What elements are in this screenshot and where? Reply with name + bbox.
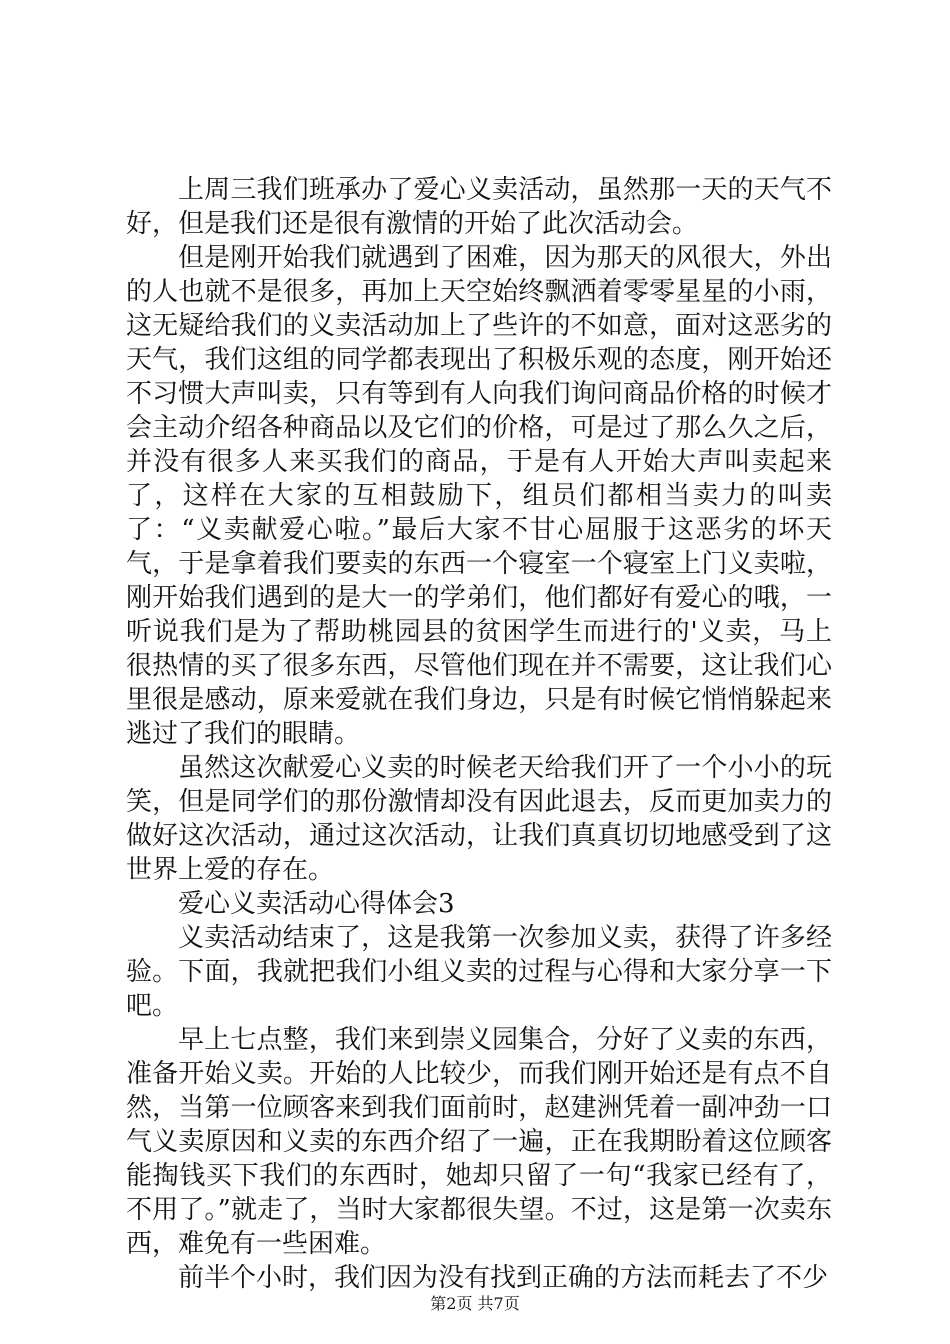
paragraph-3: 虽然这次献爱心义卖的时候老天给我们开了一个小小的玩笑，但是同学们的那份激情却没有因此退去，反而更加卖力的做好这次活动，通过这次活动，让我们真真切切地感受到了这世界上爱的存在。 <box>126 753 832 885</box>
paragraph-2: 但是刚开始我们就遇到了困难，因为那天的风很大，外出的人也就不是很多，再加上天空始终飘洒着零零星星的小雨，这无疑给我们的义卖活动加上了些许的不如意，面对这恶劣的天气，我们这组的同学都表现出了积极乐观的态度，刚开始还不习惯大声叫卖，只有等到有人向我们询问商品价格的时候才会主动介绍各种商品以及它们的价格，可是过了那么久之后，并没有很多人来买我们的商品，于是有人开始大声叫卖起来了，这样在大家的互相鼓励下，组员们都相当卖力的叫卖了：“义卖献爱心啦。”最后大家不甘心屈服于这恶劣的坏天气，于是拿着我们要卖的东西一个寝室一个寝室上门义卖啦，刚开始我们遇到的是大一的学弟们，他们都好有爱心的哦，一听说我们是为了帮助桃园县的贫困学生而进行的'义卖，马上很热情的买了很多东西，尽管他们现在并不需要，这让我们心里很是感动，原来爱就在我们身边，只是有时候它悄悄躲起来逃过了我们的眼睛。 <box>126 243 832 749</box>
paragraph-5: 早上七点整，我们来到崇义园集合，分好了义卖的东西，准备开始义卖。开始的人比较少，而我们刚开始还是有点不自然，当第一位顾客来到我们面前时，赵建洲凭着一副冲劲一口气义卖原因和义卖的东西介绍了一遍，正在我期盼着这位顾客能掏钱买下我们的东西时，她却只留了一句“我家已经有了，不用了。”就走了，当时大家都很失望。不过，这是第一次卖东西，难免有一些困难。 <box>126 1025 832 1259</box>
paragraph-6: 前半个小时，我们因为没有找到正确的方法而耗去了不少 <box>178 1263 829 1293</box>
page-number-footer: 第2页 共7页 <box>430 1294 520 1313</box>
section-heading: 爱心义卖活动心得体会3 <box>178 889 455 919</box>
document-body <box>126 173 832 1295</box>
paragraph-1: 上周三我们班承办了爱心义卖活动，虽然那一天的天气不好，但是我们还是很有激情的开始了此次活动会。 <box>126 175 832 239</box>
paragraph-4: 义卖活动结束了，这是我第一次参加义卖，获得了许多经验。下面，我就把我们小组义卖的过程与心得和大家分享一下吧。 <box>126 923 832 1021</box>
